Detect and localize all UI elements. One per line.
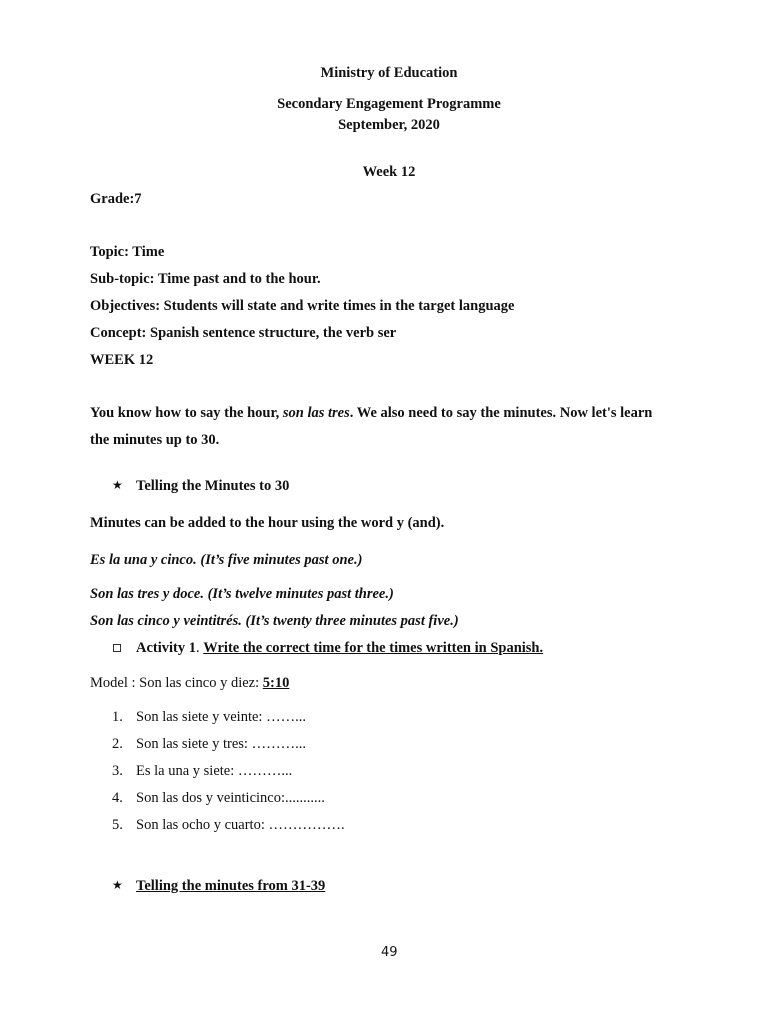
- example-1: Es la una y cinco. (It’s five minutes past one.): [90, 552, 363, 568]
- intro-text-part2: . We also need to say the minutes. Now let's learn: [349, 405, 653, 421]
- list-item: Son las ocho y cuarto: …………….: [136, 817, 345, 833]
- activity-heading: [136, 639, 543, 657]
- objectives-line: Objectives: Students will state and write times in the target language: [90, 298, 515, 314]
- activity-instruction: Write the correct time for the times written in Spanish.: [203, 640, 544, 656]
- list-item-number: 2.: [112, 736, 123, 752]
- concept-line: Concept: Spanish sentence structure, the verb ser: [90, 325, 397, 341]
- section1-title: Telling the Minutes to 30: [136, 478, 290, 494]
- model-answer: 5:10: [262, 675, 290, 691]
- list-item-number: 5.: [112, 817, 123, 833]
- list-item-number: 3.: [112, 763, 123, 779]
- page-number: 49: [381, 945, 398, 960]
- intro-italic-phrase: son las tres: [282, 405, 350, 421]
- grade-line: Grade:7: [90, 191, 142, 207]
- list-item: Son las siete y tres: ………...: [136, 736, 306, 752]
- example-2: Son las tres y doce. (It’s twelve minutes past three.): [90, 586, 394, 602]
- subtopic-line: Sub-topic: Time past and to the hour.: [90, 271, 321, 287]
- list-item: Es la una y siete: ………...: [136, 763, 293, 779]
- star-bullet-icon: ★: [112, 878, 123, 892]
- list-item: Son las siete y veinte: ……...: [136, 709, 306, 725]
- model-line: [90, 674, 289, 692]
- week-heading: Week 12: [362, 164, 416, 180]
- programme-title: Secondary Engagement Programme: [277, 96, 501, 112]
- list-item-number: 1.: [112, 709, 123, 725]
- date-heading: September, 2020: [338, 117, 440, 133]
- example-3: Son las cinco y veintitrés. (It’s twenty three minutes past five.): [90, 613, 459, 629]
- checkbox-bullet-icon: [113, 644, 121, 652]
- week-label: WEEK 12: [90, 352, 154, 368]
- intro-paragraph-line1: [90, 404, 652, 422]
- section2-title: Telling the minutes from 31-39: [136, 878, 326, 894]
- activity-label: Activity 1: [136, 640, 196, 656]
- topic-line: Topic: Time: [90, 244, 165, 260]
- intro-paragraph-line2: the minutes up to 30.: [90, 432, 220, 448]
- list-item-number: 4.: [112, 790, 123, 806]
- model-text: Model : Son las cinco y diez:: [90, 675, 263, 691]
- section1-explanation: Minutes can be added to the hour using the word y (and).: [90, 515, 445, 531]
- activity-separator: .: [196, 640, 204, 656]
- star-bullet-icon: ★: [112, 478, 123, 492]
- intro-text-part1: You know how to say the hour,: [90, 405, 283, 421]
- list-item: Son las dos y veinticinco:...........: [136, 790, 325, 806]
- ministry-title: Ministry of Education: [320, 65, 458, 81]
